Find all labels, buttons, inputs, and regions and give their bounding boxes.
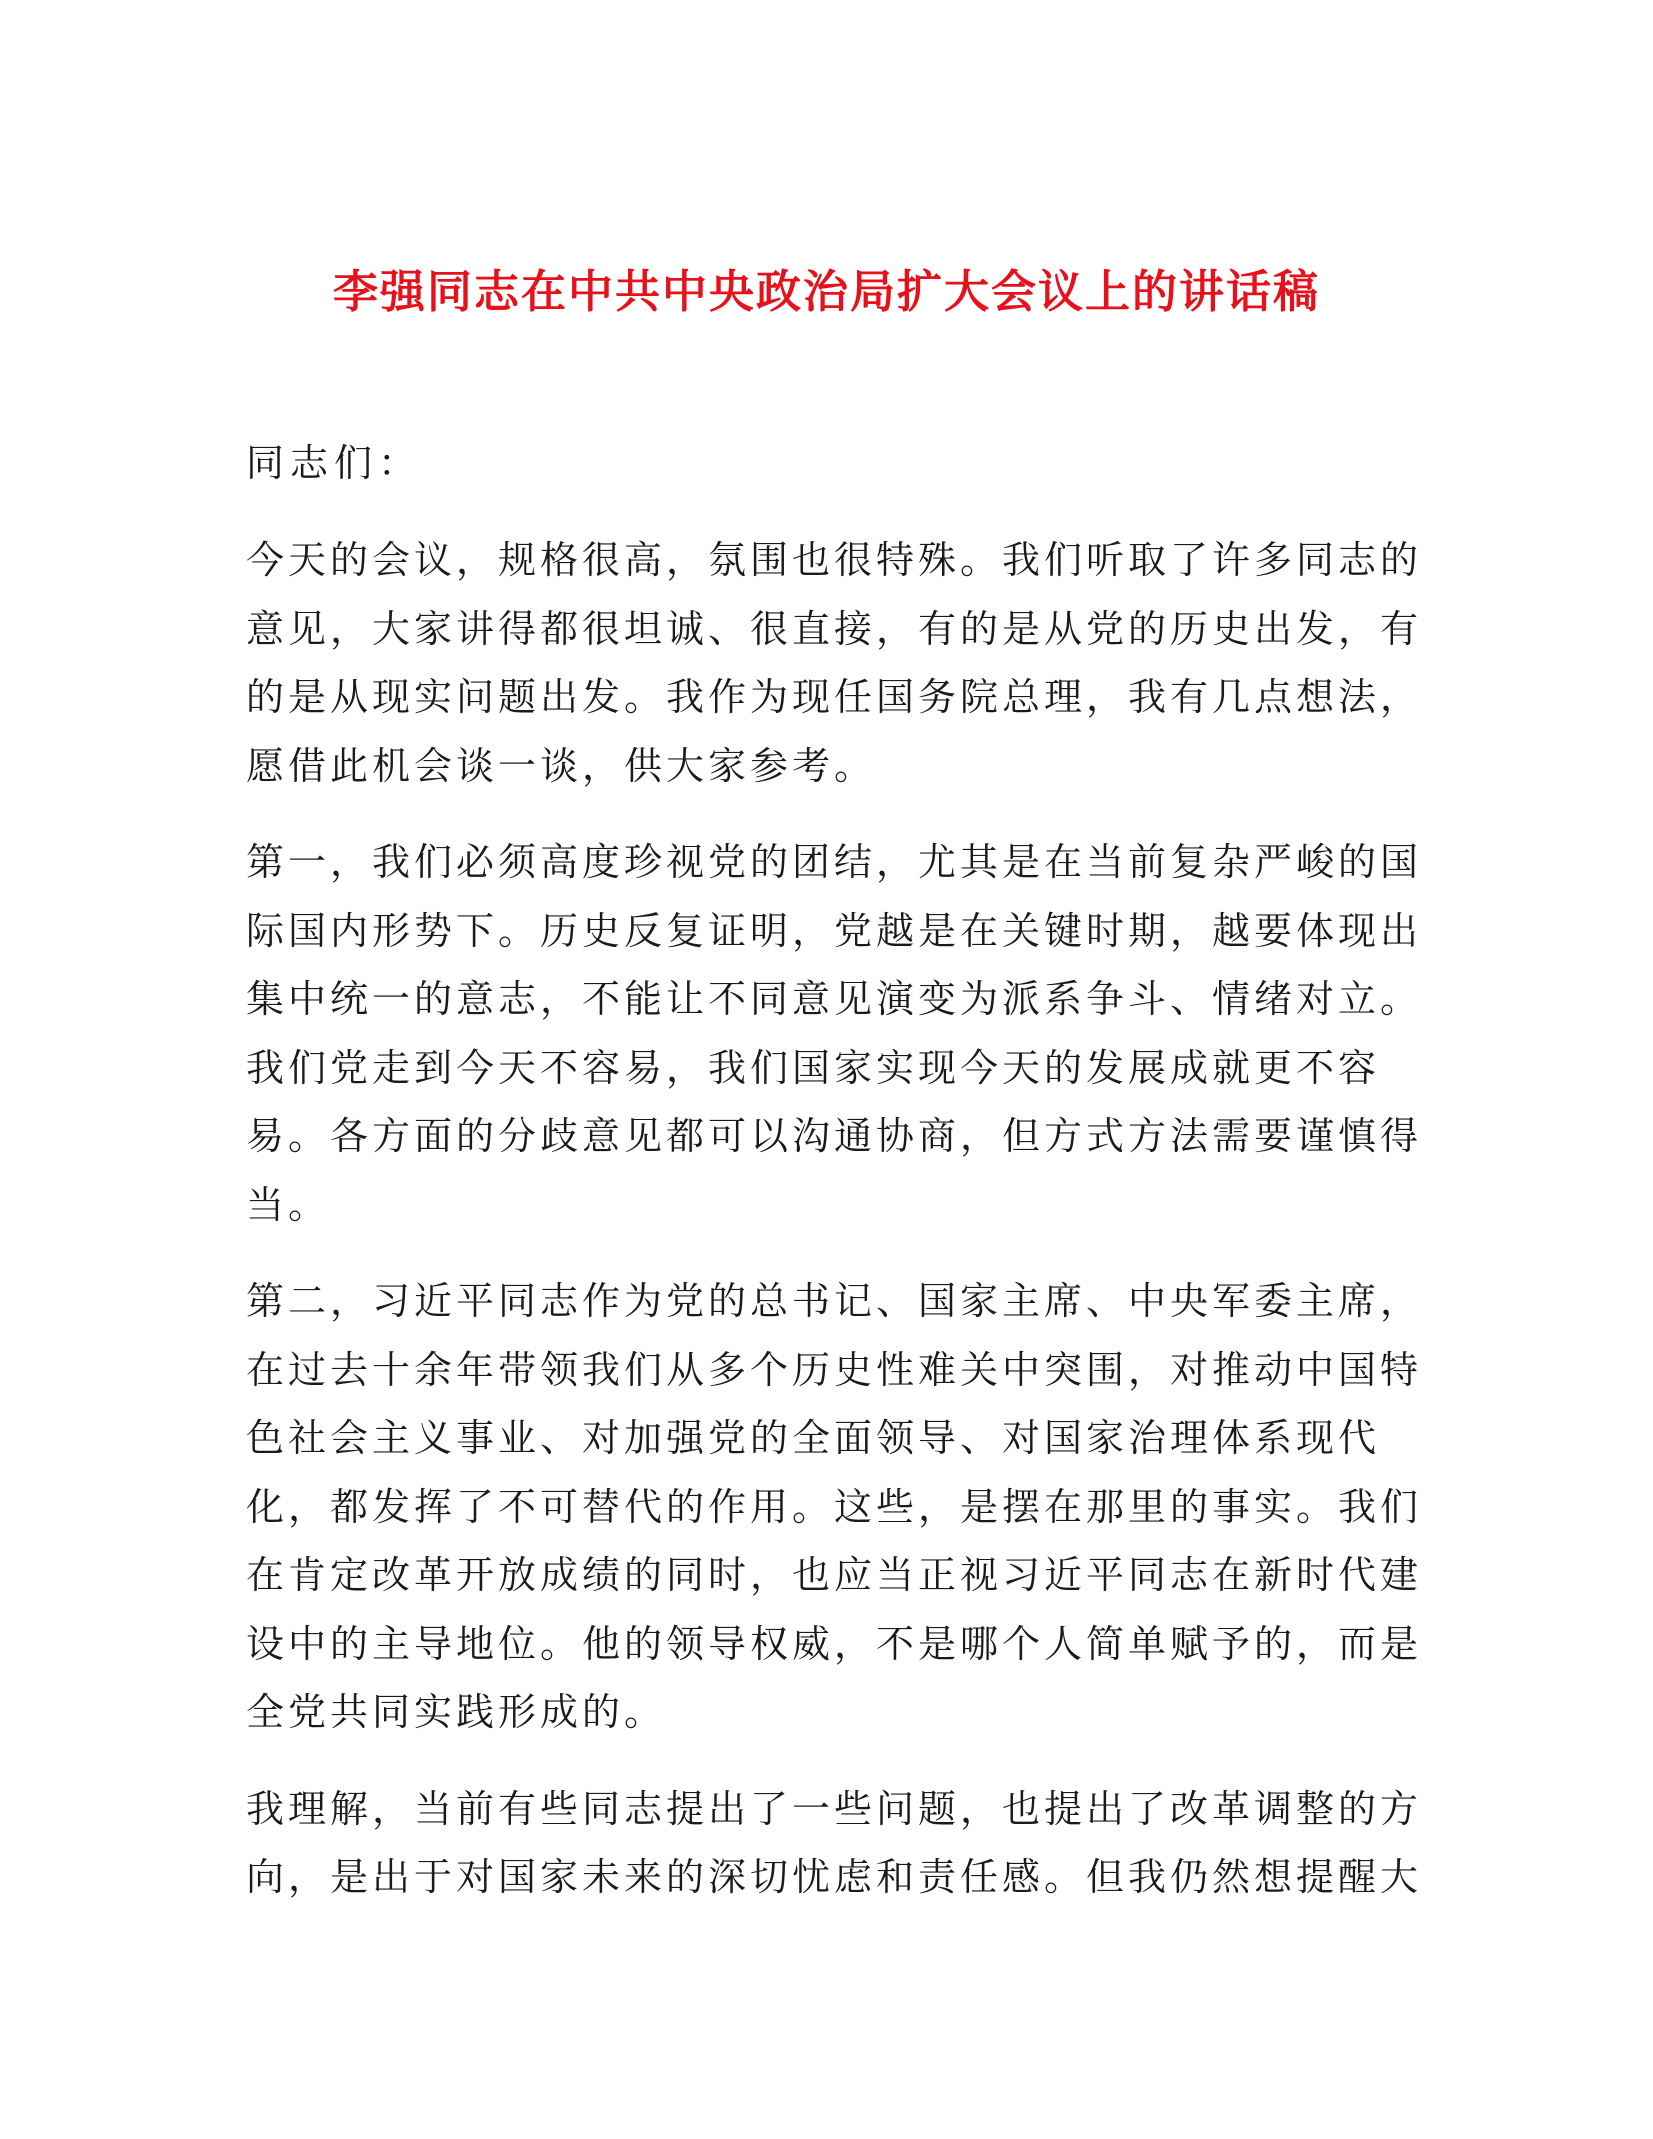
paragraph-line: 当。: [246, 1182, 331, 1227]
paragraph-line: 际国内形势下。历史反复证明，党越是在关键时期，越要体现出: [246, 908, 1423, 953]
paragraph-line: 色社会主义事业、对加强党的全面领导、对国家治理体系现代: [246, 1416, 1381, 1460]
paragraph-2: [246, 828, 1423, 1239]
paragraph-line: 我们党走到今天不容易，我们国家实现今天的发展成就更不容: [246, 1045, 1381, 1090]
paragraph-line: 愿借此机会谈一谈，供大家参考。: [246, 743, 877, 788]
paragraph-line: 化，都发挥了不可替代的作用。这些，是摆在那里的事实。我们: [246, 1484, 1423, 1529]
paragraph-line: 易。各方面的分歧意见都可以沟通协商，但方式方法需要谨慎得: [246, 1114, 1423, 1158]
paragraph-line: 全党共同实践形成的。: [246, 1690, 667, 1734]
paragraph-line: 我理解，当前有些同志提出了一些问题，也提出了改革调整的方: [246, 1786, 1423, 1831]
paragraph-line: 设中的主导地位。他的领导权威，不是哪个人简单赋予的，而是: [246, 1621, 1423, 1666]
paragraph-line: 向，是出于对国家未来的深切忧虑和责任感。但我仍然想提醒大: [246, 1855, 1423, 1899]
paragraph-line: 在过去十余年带领我们从多个历史性难关中突围，对推动中国特: [246, 1347, 1423, 1392]
paragraph-3: [246, 1267, 1423, 1747]
document-body: [246, 428, 1423, 1940]
paragraph-line: 集中统一的意志，不能让不同意见演变为派系争斗、情绪对立。: [246, 977, 1423, 1021]
paragraph-line: 今天的会议，规格很高，氛围也很特殊。我们听取了许多同志的: [246, 538, 1423, 582]
paragraph-line: 第一，我们必须高度珍视党的团结，尤其是在当前复杂严峻的国: [246, 840, 1423, 884]
paragraph-line: 第二，习近平同志作为党的总书记、国家主席、中央军委主席，: [246, 1279, 1423, 1323]
document-title: 李强同志在中共中央政治局扩大会议上的讲话稿: [332, 265, 1320, 318]
paragraph-4: [246, 1775, 1423, 1912]
paragraph-line: 的是从现实问题出发。我作为现任国务院总理，我有几点想法，: [246, 675, 1423, 719]
salutation: 同志们：: [246, 441, 423, 485]
paragraph-line: 意见，大家讲得都很坦诚、很直接，有的是从党的历史出发，有: [246, 606, 1423, 651]
paragraph-1: [246, 526, 1423, 800]
paragraph-line: 在肯定改革开放成绩的同时，也应当正视习近平同志在新时代建: [246, 1553, 1423, 1597]
